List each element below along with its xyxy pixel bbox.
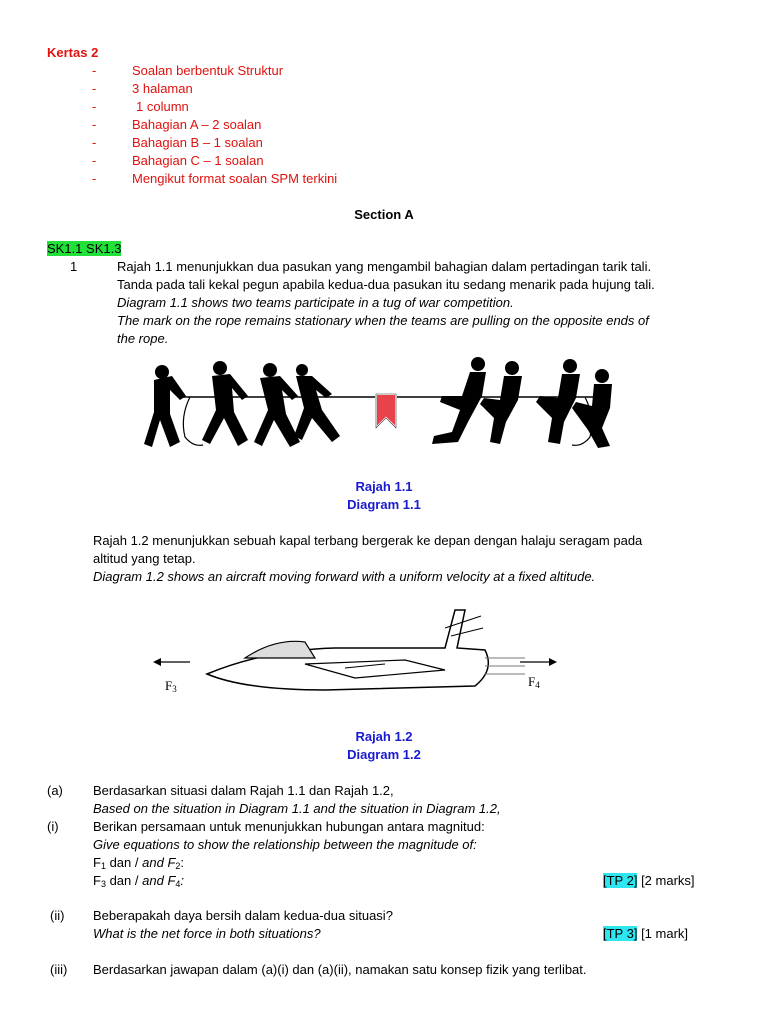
question-number: 1 [70, 259, 78, 274]
marks-allocation: [TP 2] [2 marks] [603, 873, 695, 888]
part-text-en: Give equations to show the relationship between the magnitude of: [93, 837, 477, 852]
marks-allocation: [TP 3] [1 mark] [603, 926, 689, 941]
tug-of-war-illustration [140, 352, 630, 457]
force-label-f4: $F_4$ [528, 674, 540, 690]
bullet-item: Soalan berbentuk Struktur [132, 63, 284, 78]
aircraft-illustration [145, 600, 575, 710]
figure-caption: Rajah 1.2 [355, 729, 413, 744]
dash: - [92, 99, 97, 114]
equation-prompt-f1-f2: $F_1$ dan / and $F_2$: [93, 855, 185, 871]
dash: - [92, 117, 97, 132]
part-text: Berdasarkan jawapan dalam (a)(i) dan (a)(ii), namakan satu konsep fizik yang terlibat. [93, 962, 587, 977]
bullet-item: Bahagian C – 1 soalan [132, 153, 264, 168]
part-text: Berikan persamaan untuk menunjukkan hubungan antara magnitud: [93, 819, 485, 834]
part-label: (i) [47, 819, 59, 834]
question-text-en: Diagram 1.2 shows an aircraft moving forward with a uniform velocity at a fixed altitude. [93, 569, 596, 584]
skill-tag: SK1.1 SK1.3 [47, 241, 122, 256]
question-text-en: Diagram 1.1 shows two teams participate in a tug of war competition. [117, 295, 514, 310]
tp-badge: [TP 3] [603, 926, 638, 941]
left-team [144, 361, 340, 447]
part-text-en: Based on the situation in Diagram 1.1 and the situation in Diagram 1.2, [93, 801, 501, 816]
question-text-en: the rope. [117, 331, 169, 346]
part-text-en: What is the net force in both situations? [93, 926, 321, 941]
paper-title: Kertas 2 [47, 45, 99, 60]
part-label: (ii) [50, 908, 65, 923]
bullet-item: 1 column [136, 99, 189, 114]
bullet-item: 3 halaman [132, 81, 193, 96]
rope-marker [376, 394, 396, 428]
dash: - [92, 81, 97, 96]
right-team [432, 357, 612, 448]
dash: - [92, 63, 97, 78]
section-title: Section A [354, 207, 414, 222]
part-label: (a) [47, 783, 63, 798]
part-text: Beberapakah daya bersih dalam kedua-dua situasi? [93, 908, 393, 923]
question-text: Tanda pada tali kekal pegun apabila kedua-dua pasukan itu sedang menarik pada hujung tali. [117, 277, 655, 292]
dash: - [92, 171, 97, 186]
question-text: Rajah 1.1 menunjukkan dua pasukan yang mengambil bahagian dalam pertadingan tarik tali. [117, 259, 652, 274]
tp-badge: [TP 2] [603, 873, 638, 888]
question-text: altitud yang tetap. [93, 551, 196, 566]
question-text: Rajah 1.2 menunjukkan sebuah kapal terbang bergerak ke depan dengan halaju seragam pada [93, 533, 643, 548]
bullet-item: Bahagian B – 1 soalan [132, 135, 263, 150]
bullet-item: Bahagian A – 2 soalan [132, 117, 262, 132]
force-label-f3: $F_3$ [165, 678, 177, 694]
dash: - [92, 135, 97, 150]
part-label: (iii) [50, 962, 68, 977]
figure-caption: Rajah 1.1 [355, 479, 413, 494]
dash: - [92, 153, 97, 168]
figure-caption-en: Diagram 1.2 [347, 747, 421, 762]
equation-prompt-f3-f4: $F_3$ dan / and $F_4$: [93, 873, 185, 889]
figure-caption-en: Diagram 1.1 [347, 497, 421, 512]
bullet-item: Mengikut format soalan SPM terkini [132, 171, 338, 186]
question-text-en: The mark on the rope remains stationary when the teams are pulling on the opposite ends of [117, 313, 649, 328]
part-text: Berdasarkan situasi dalam Rajah 1.1 dan Rajah 1.2, [93, 783, 394, 798]
